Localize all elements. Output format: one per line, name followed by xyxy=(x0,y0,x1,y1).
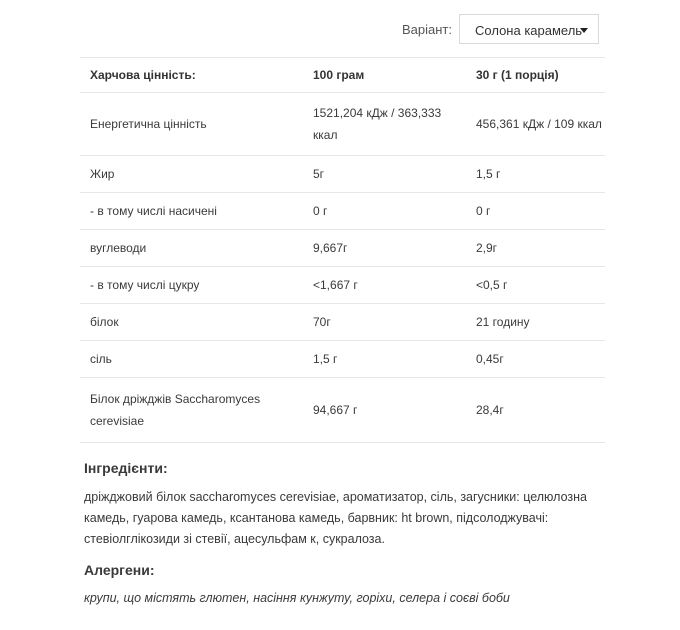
row-name: Жир xyxy=(80,156,303,193)
row-per100: 1521,204 кДж / 363,333 ккал xyxy=(303,93,466,156)
row-portion: 1,5 г xyxy=(466,156,605,193)
chevron-down-icon xyxy=(580,28,588,33)
row-name: вуглеводи xyxy=(80,230,303,267)
ingredients-text: дріжджовий білок saccharomyces cerevisiae, ароматизатор, сіль, загусники: целюлозна камедь, гуарова камедь, ксантанова камедь, барвник: ht brown, підсолоджувачі: стевіолглікозиди зі стевії, ацесульфам к, сукралоза. xyxy=(84,490,587,546)
row-portion: 2,9г xyxy=(466,230,605,267)
row-per100: 9,667г xyxy=(303,230,466,267)
row-per100: 1,5 г xyxy=(303,341,466,378)
table-row xyxy=(80,230,605,267)
row-name: Білок дріжджів Saccharomyces cerevisiae xyxy=(80,378,303,443)
header-per-100g: 100 грам xyxy=(303,58,466,93)
table-row xyxy=(80,93,605,156)
row-name: - в тому числі насичені xyxy=(80,193,303,230)
table-row xyxy=(80,378,605,443)
row-portion: <0,5 г xyxy=(466,267,605,304)
table-row xyxy=(80,341,605,378)
variant-select[interactable] xyxy=(459,14,599,44)
row-per100: 70г xyxy=(303,304,466,341)
variant-row xyxy=(0,14,680,46)
allergens-title: Алергени: xyxy=(84,562,155,578)
table-row xyxy=(80,304,605,341)
nutrition-header-row xyxy=(80,58,605,93)
row-per100: 94,667 г xyxy=(303,378,466,443)
row-per100: 0 г xyxy=(303,193,466,230)
row-name: сіль xyxy=(80,341,303,378)
variant-selected-value: Солона карамель xyxy=(475,23,583,38)
variant-label: Варіант: xyxy=(402,22,452,37)
row-portion: 21 годину xyxy=(466,304,605,341)
header-nutrition: Харчова цінність: xyxy=(80,58,303,93)
table-row xyxy=(80,267,605,304)
row-name: білок xyxy=(80,304,303,341)
row-per100: <1,667 г xyxy=(303,267,466,304)
row-portion: 456,361 кДж / 109 ккал xyxy=(466,93,605,156)
ingredients-title: Інгредієнти: xyxy=(84,460,168,476)
row-name: - в тому числі цукру xyxy=(80,267,303,304)
table-row xyxy=(80,193,605,230)
nutrition-table xyxy=(80,57,605,443)
row-portion: 0,45г xyxy=(466,341,605,378)
header-per-portion: 30 г (1 порція) xyxy=(466,58,605,93)
row-portion: 28,4г xyxy=(466,378,605,443)
row-portion: 0 г xyxy=(466,193,605,230)
table-row xyxy=(80,156,605,193)
row-per100: 5г xyxy=(303,156,466,193)
row-name: Енергетична цінність xyxy=(80,93,303,156)
allergens-text: крупи, що містять глютен, насіння кунжуту, горіхи, селера і соєві боби xyxy=(84,591,510,605)
